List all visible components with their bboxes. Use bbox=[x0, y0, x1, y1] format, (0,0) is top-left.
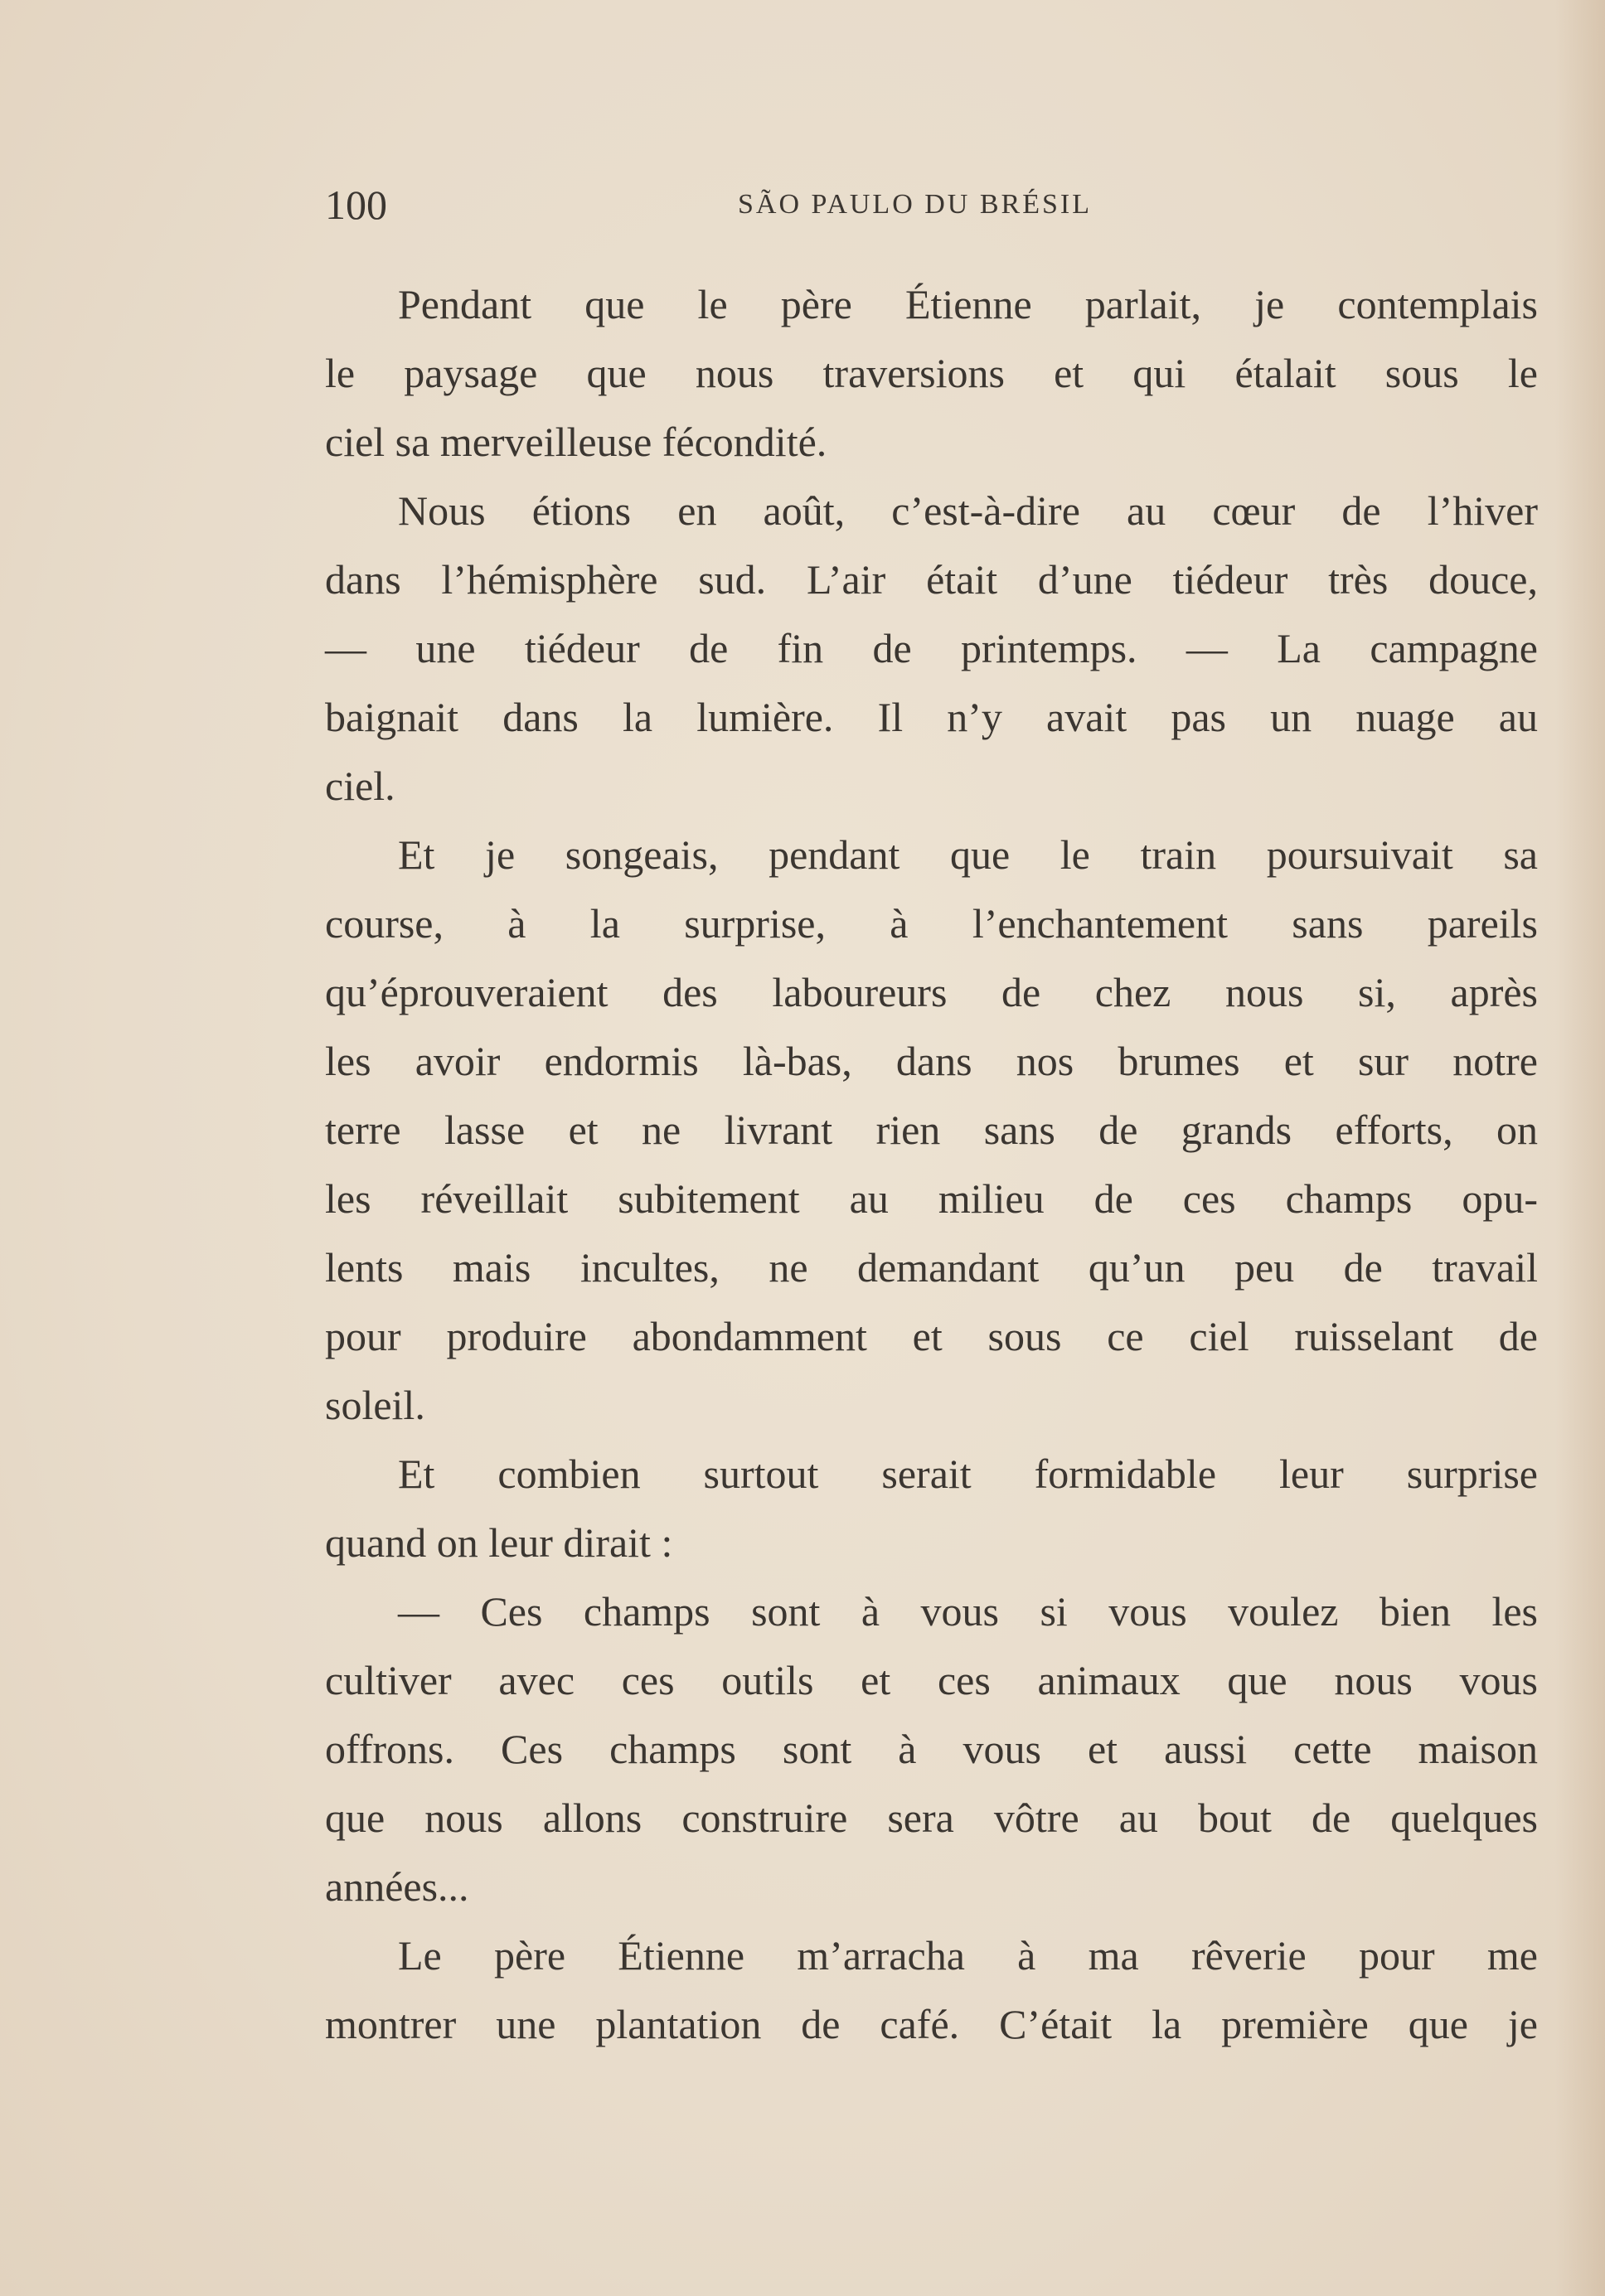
text-line: les réveillait subitement au milieu de ces champs opu- bbox=[325, 1175, 1538, 1222]
text-line: — une tiédeur de fin de printemps. — La campagne bbox=[325, 625, 1538, 671]
text-line: quand on leur dirait : bbox=[325, 1519, 673, 1566]
text-line: lents mais incultes, ne demandant qu’un peu de travail bbox=[325, 1244, 1538, 1291]
text-line: — Ces champs sont à vous si vous voulez bien les bbox=[398, 1588, 1538, 1635]
text-line: ciel sa merveilleuse fécondité. bbox=[325, 419, 827, 465]
text-line: Et combien surtout serait formidable leur surprise bbox=[398, 1451, 1538, 1497]
text-line: terre lasse et ne livrant rien sans de grands efforts, on bbox=[325, 1107, 1538, 1153]
text-line: ciel. bbox=[325, 763, 395, 809]
text-line: pour produire abondamment et sous ce ciel ruisselant de bbox=[325, 1313, 1538, 1359]
page-edge-shadow bbox=[1555, 0, 1605, 2296]
text-line: qu’éprouveraient des laboureurs de chez nous si, après bbox=[325, 969, 1538, 1015]
text-line: baignait dans la lumière. Il n’y avait pas un nuage au bbox=[325, 694, 1538, 740]
text-line: Pendant que le père Étienne parlait, je contemplais bbox=[398, 281, 1538, 327]
text-line: cultiver avec ces outils et ces animaux que nous vous bbox=[325, 1657, 1538, 1703]
text-line: dans l’hémisphère sud. L’air était d’une tiédeur très douce, bbox=[325, 556, 1538, 603]
text-line: montrer une plantation de café. C’était la première que je bbox=[325, 2001, 1538, 2047]
text-line: offrons. Ces champs sont à vous et aussi cette maison bbox=[325, 1726, 1538, 1772]
text-line: soleil. bbox=[325, 1382, 425, 1428]
text-line: le paysage que nous traversions et qui étalait sous le bbox=[325, 350, 1538, 396]
text-line: Le père Étienne m’arracha à ma rêverie pour me bbox=[398, 1932, 1538, 1979]
running-title: SÃO PAULO DU BRÉSIL bbox=[738, 189, 1092, 220]
text-line: années... bbox=[325, 1863, 469, 1910]
text-line: Nous étions en août, c’est-à-dire au cœur de l’hiver bbox=[398, 487, 1538, 534]
text-line: que nous allons construire sera vôtre au bout de quelques bbox=[325, 1795, 1538, 1841]
text-line: course, à la surprise, à l’enchantement sans pareils bbox=[325, 900, 1538, 947]
page-number: 100 bbox=[325, 182, 387, 228]
text-line: les avoir endormis là-bas, dans nos brumes et sur notre bbox=[325, 1038, 1538, 1084]
text-line: Et je songeais, pendant que le train poursuivait sa bbox=[398, 831, 1538, 878]
running-header bbox=[325, 178, 1538, 231]
body-text bbox=[325, 270, 1538, 2059]
